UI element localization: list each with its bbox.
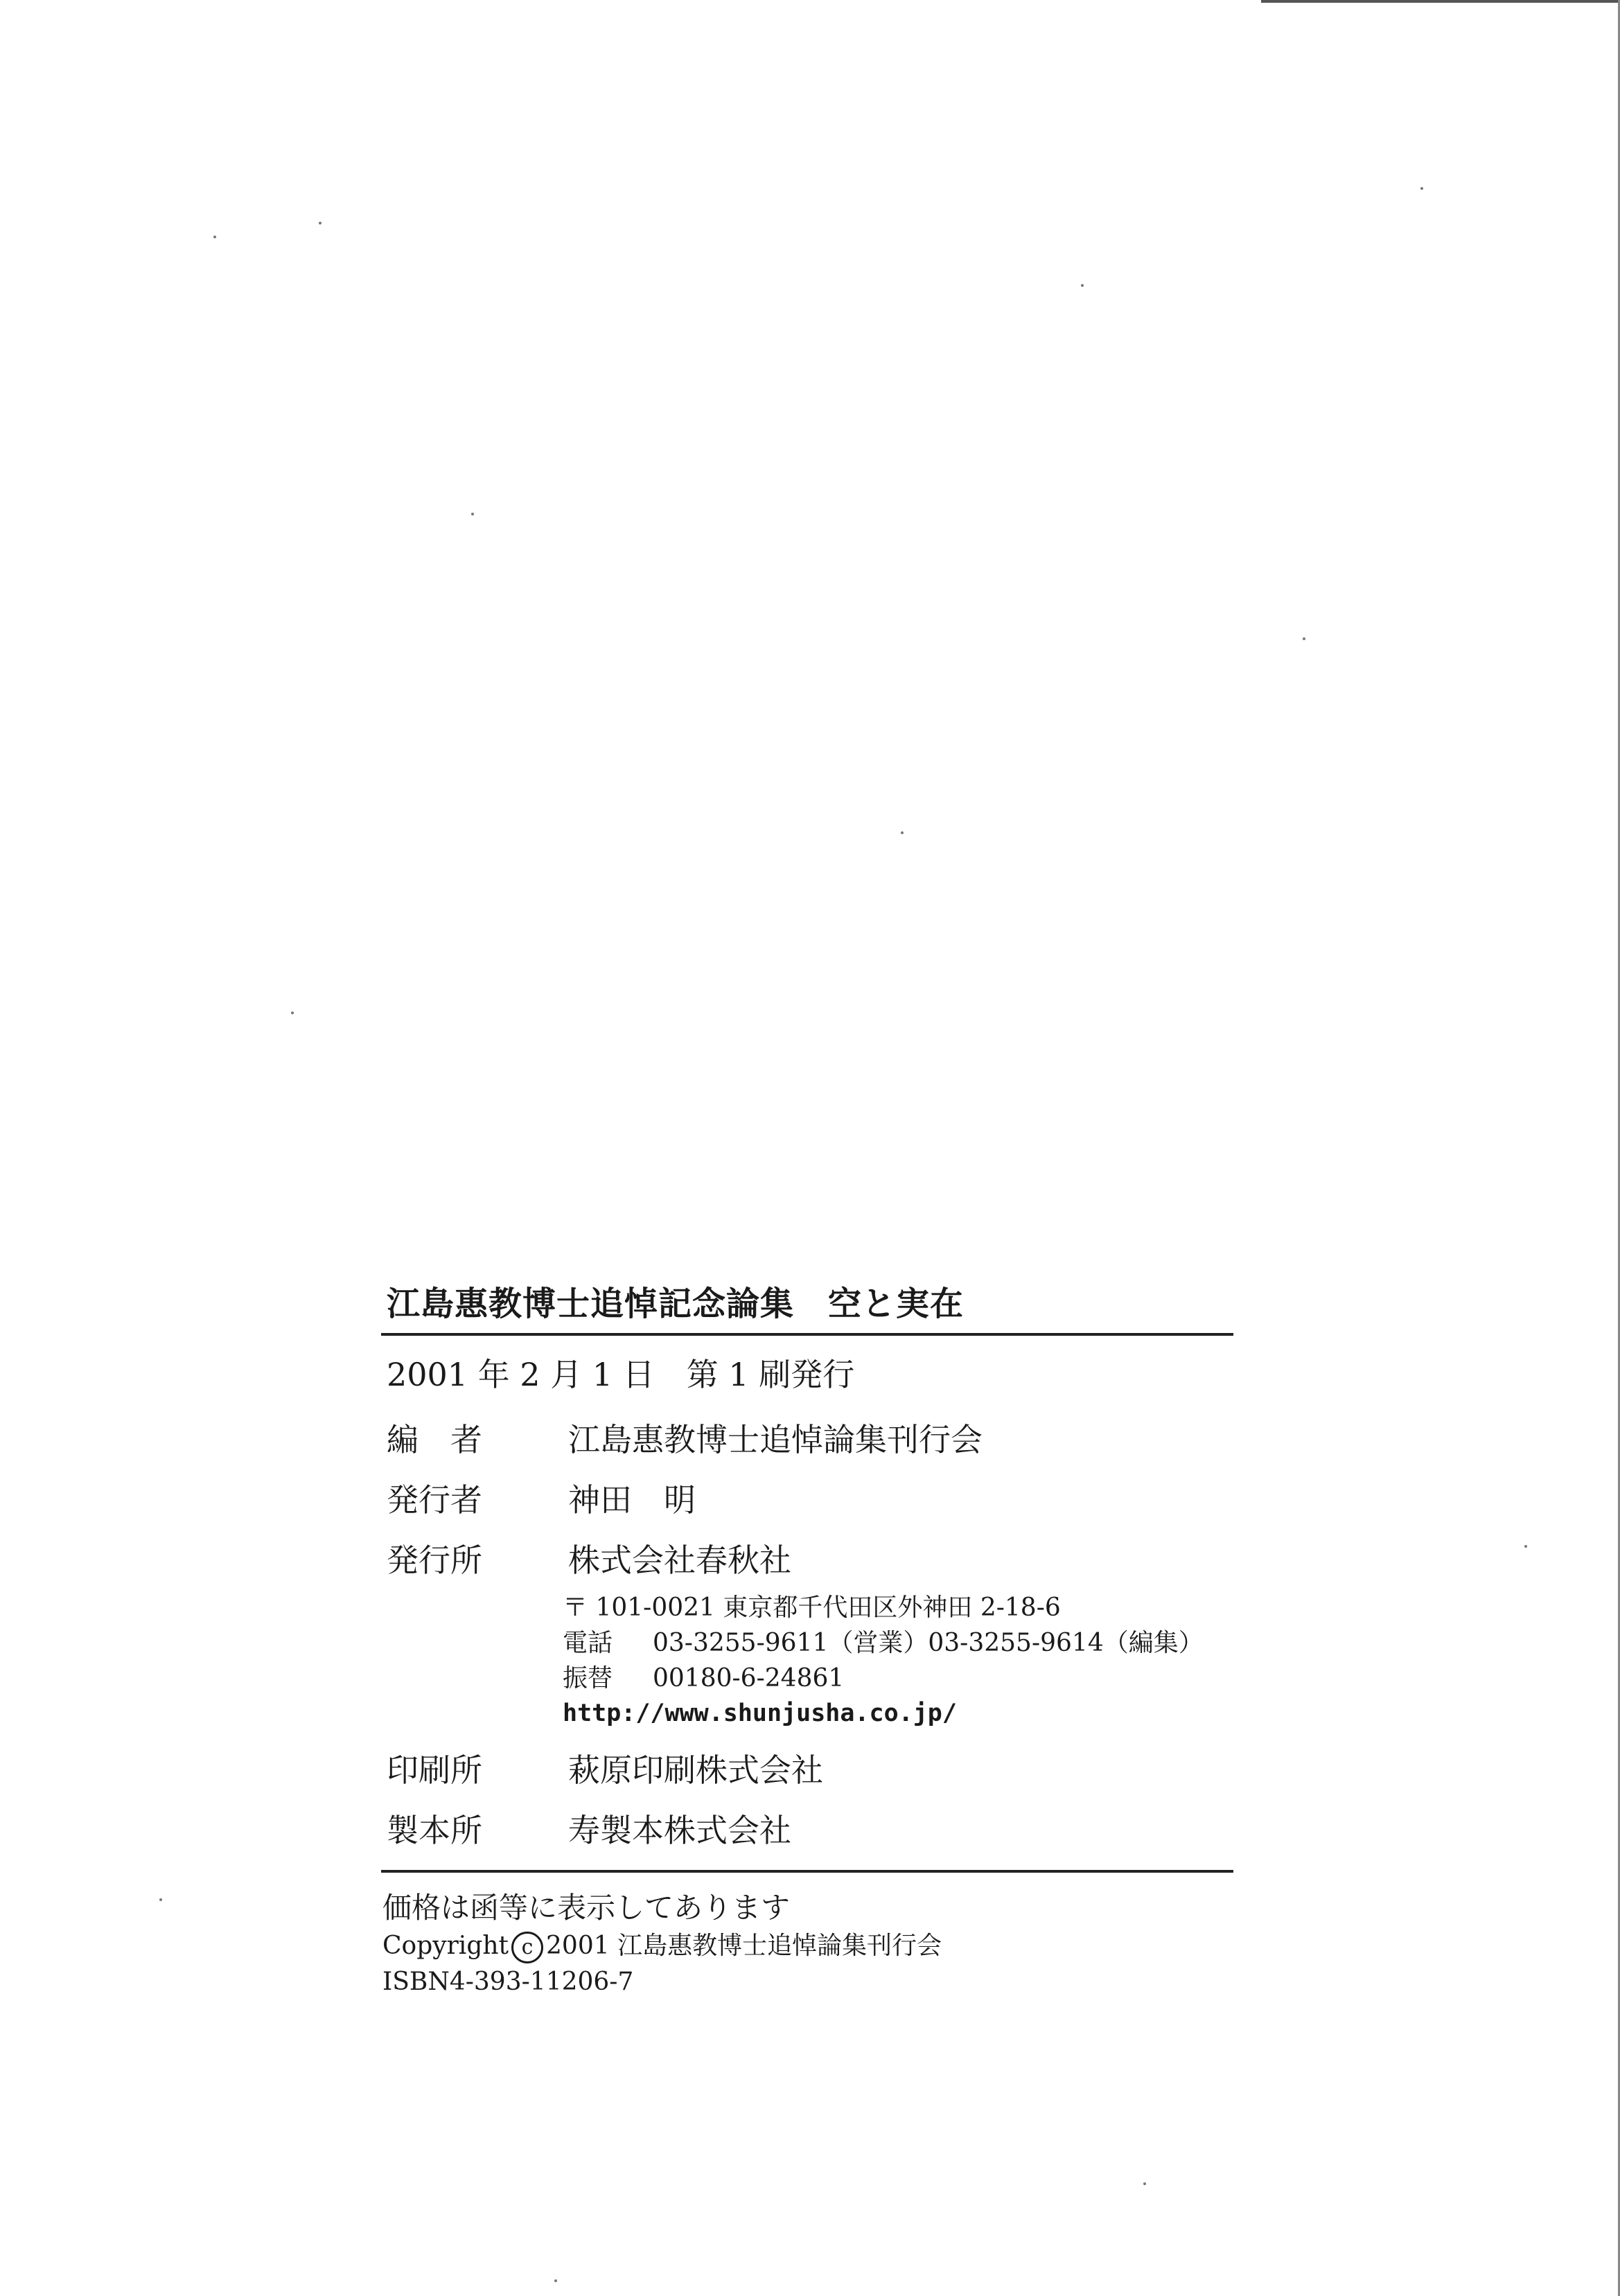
scan-speck (213, 236, 216, 238)
publishing-house-label: 発行所 (387, 1542, 482, 1579)
top-rule (381, 1333, 1233, 1336)
phone-label: 電話 (563, 1629, 613, 1657)
scan-speck (554, 2279, 557, 2282)
edition-date: 2001 年 2 月 1 日 第 1 刷発行 (387, 1356, 855, 1393)
scan-speck (1303, 637, 1305, 640)
colophon-footer (381, 1888, 1233, 2000)
publishing-house-row (381, 1539, 1233, 1581)
price-note: 価格は函等に表示してあります (382, 1891, 791, 1925)
scan-speck (319, 222, 322, 224)
book-title: 江島惠教博士追悼記念論集 空と実在 (387, 1284, 965, 1323)
copyright-prefix: Copyright (382, 1932, 509, 1960)
scan-speck (1420, 187, 1423, 190)
scan-edge-top (1261, 0, 1620, 3)
publisher-url: http://www.shunjusha.co.jp/ (563, 1699, 957, 1727)
editor-row (381, 1419, 1233, 1460)
phone-value: 03-3255-9611（営業）03-3255-9614（編集） (653, 1629, 1204, 1657)
publisher-address: 〒 101-0021 東京都千代田区外神田 2-18-6 (563, 1593, 1061, 1622)
publisher-phone-line (563, 1625, 1233, 1661)
scan-speck (1143, 2182, 1146, 2185)
transfer-label: 振替 (563, 1664, 613, 1693)
publisher-transfer-line (563, 1661, 1233, 1696)
editor-value: 江島惠教博士追悼論集刊行会 (568, 1421, 983, 1458)
scan-speck (471, 513, 474, 515)
scan-speck (1524, 1545, 1527, 1548)
transfer-value: 00180-6-24861 (653, 1664, 845, 1693)
copyright-text: 2001 江島惠教博士追悼論集刊行会 (546, 1932, 942, 1960)
printer-label: 印刷所 (387, 1751, 482, 1789)
binder-label: 製本所 (387, 1812, 482, 1849)
publisher-person-row (381, 1479, 1233, 1521)
publisher-contact (563, 1590, 1233, 1731)
colophon (381, 1282, 1233, 2000)
editor-label: 編者 (387, 1421, 514, 1458)
printer-row (381, 1749, 1233, 1791)
scan-speck (159, 1898, 162, 1901)
copyright-line (382, 1928, 1233, 1964)
isbn: ISBN4-393-11206-7 (382, 1968, 634, 1996)
binder-row (381, 1810, 1233, 1851)
binder-value: 寿製本株式会社 (568, 1812, 791, 1849)
printer-value: 萩原印刷株式会社 (568, 1751, 823, 1789)
copyright-symbol: c (511, 1932, 543, 1963)
publishing-house-value: 株式会社春秋社 (568, 1542, 791, 1579)
scan-speck (901, 831, 904, 834)
colophon-details (381, 1419, 1233, 1851)
bottom-rule (381, 1870, 1233, 1873)
publisher-person-label: 発行者 (387, 1481, 482, 1519)
publisher-person-value: 神田 明 (568, 1481, 696, 1519)
scan-speck (291, 1012, 294, 1014)
scan-speck (1081, 284, 1084, 287)
